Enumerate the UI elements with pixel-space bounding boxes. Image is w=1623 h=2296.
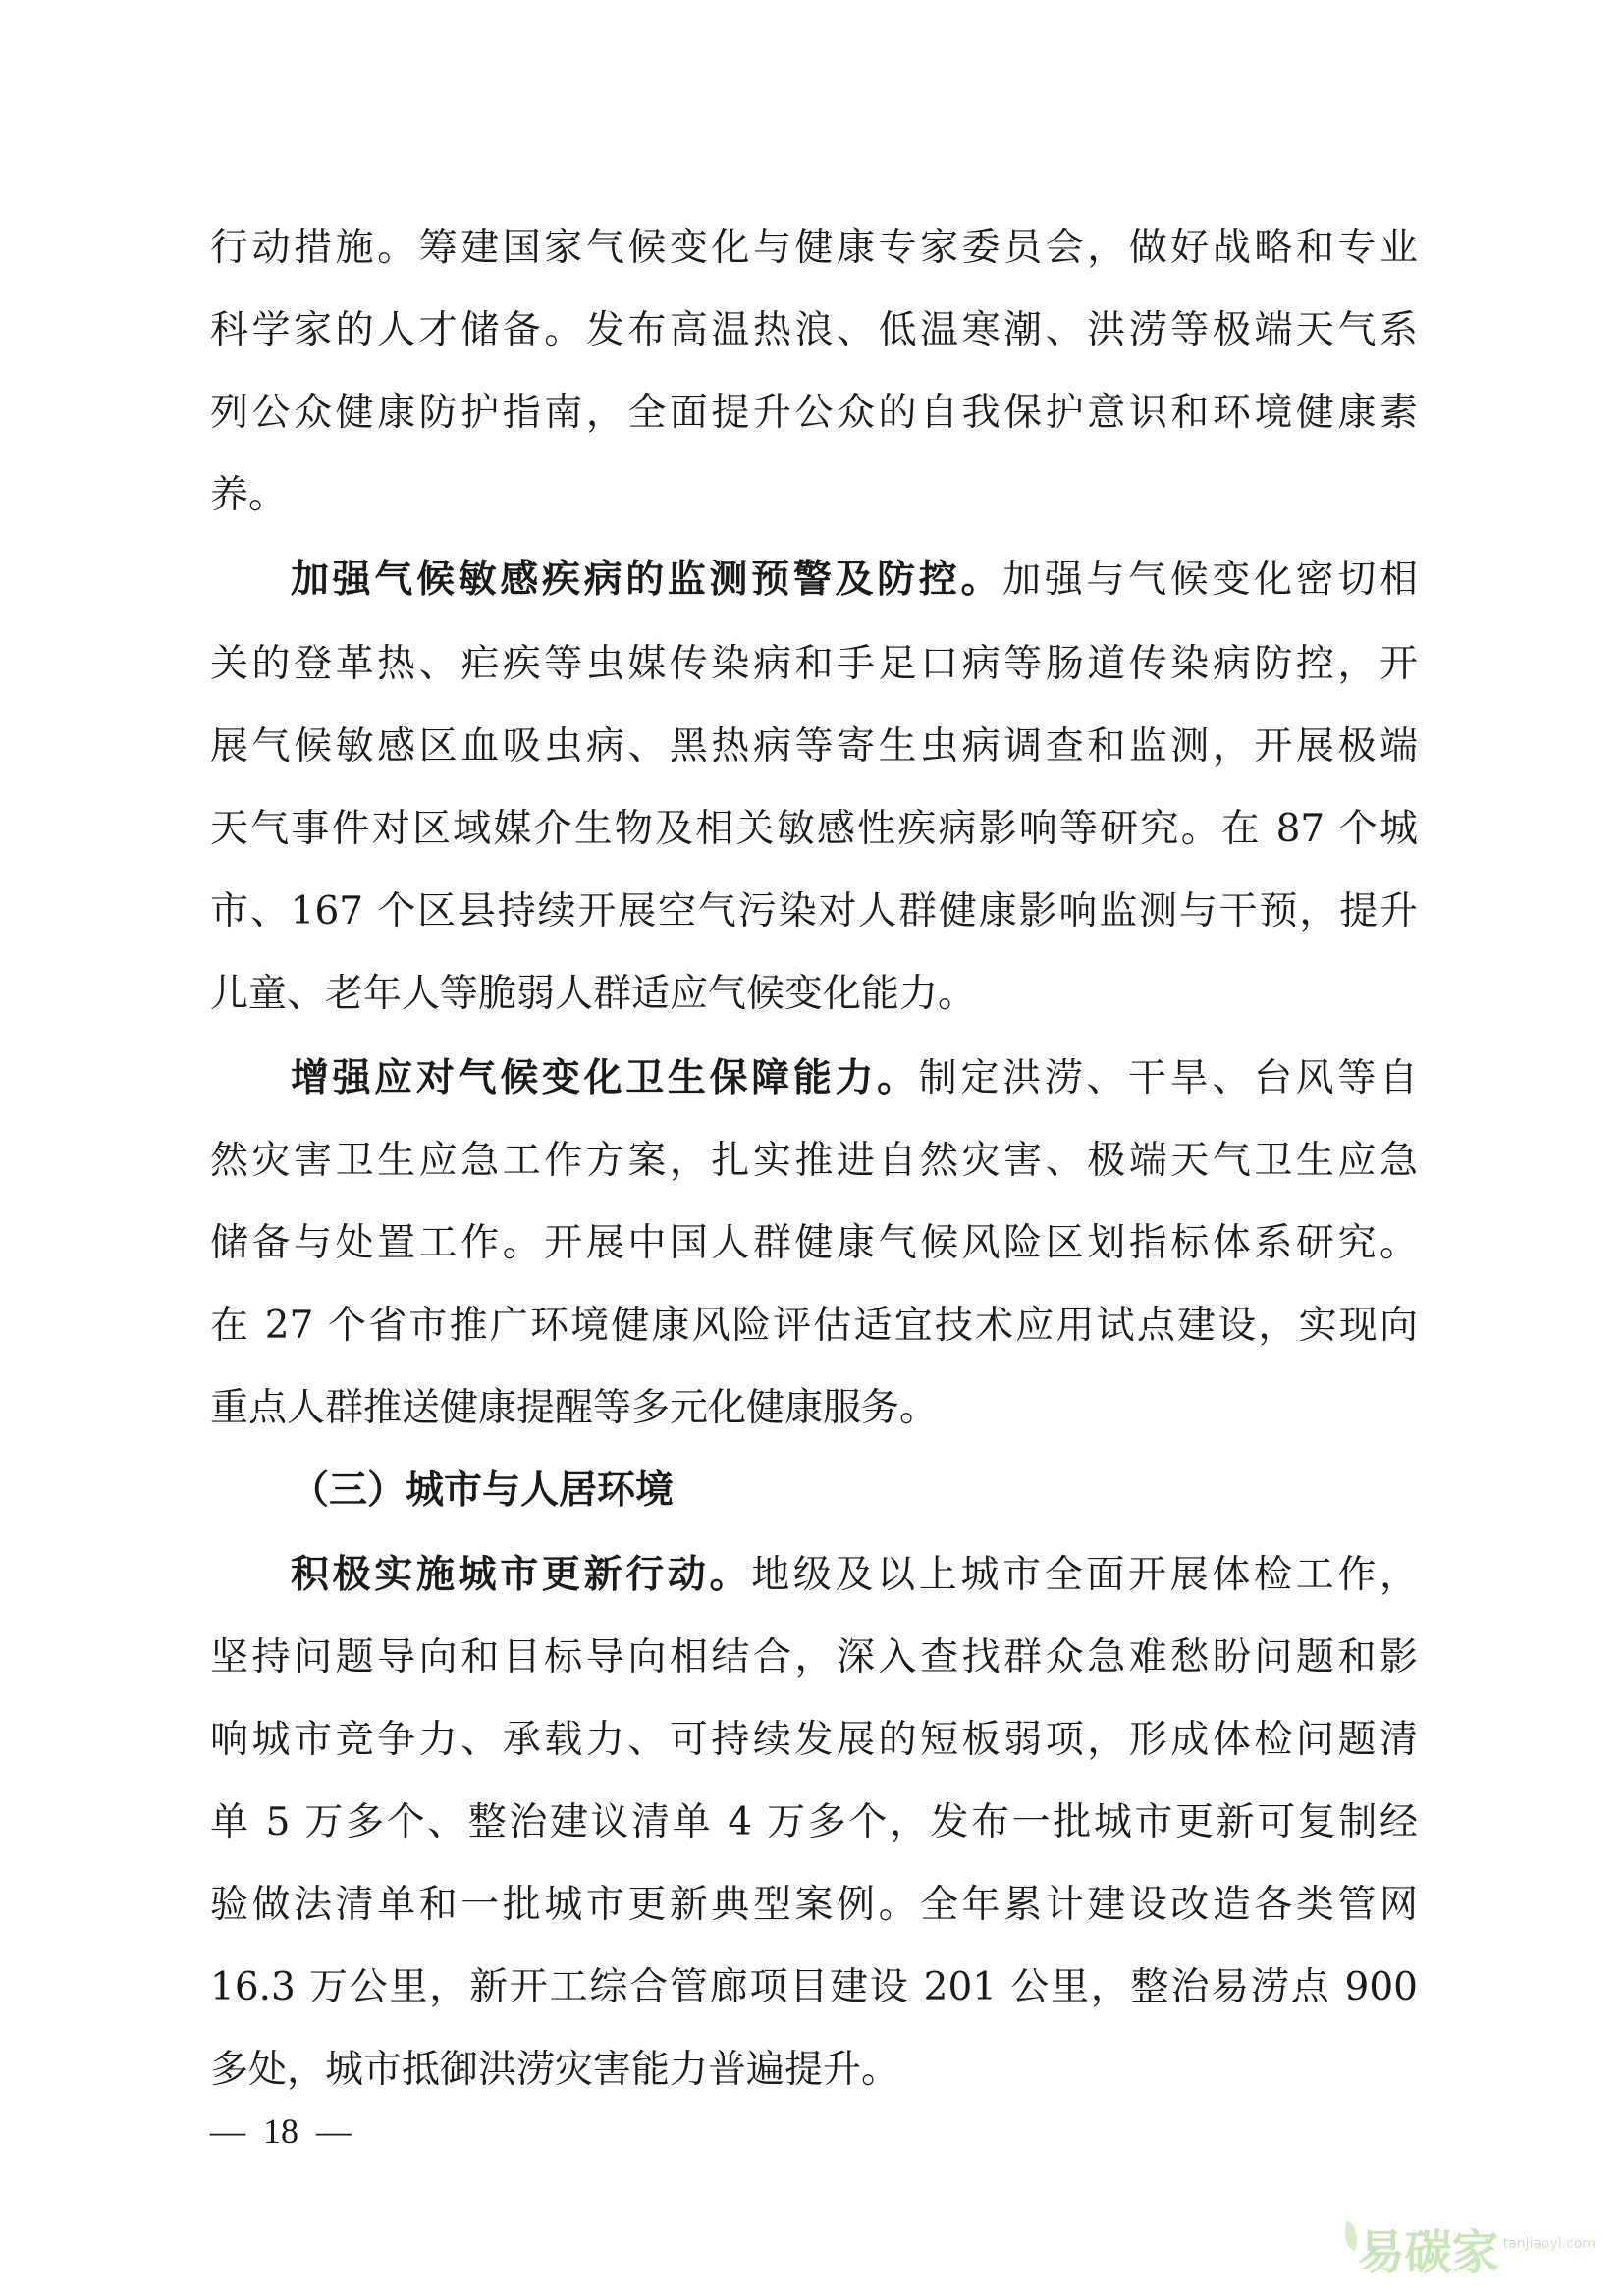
paragraph-4-lead: 积极实施城市更新行动。: [291, 1553, 752, 1597]
paragraph-4-line-5: 验做法清单和一批城市更新典型案例。全年累计建设改造各类管网: [210, 1883, 1418, 1927]
paragraph-1-line-4: 养。: [210, 473, 288, 517]
paragraph-3-line-4: 在 27 个省市推广环境健康风险评估适宜技术应用试点建设，实现向: [210, 1304, 1418, 1348]
watermark-text: 易碳家: [1357, 2225, 1499, 2280]
paragraph-3-line-3: 储备与处置工作。开展中国人群健康气候风险区划指标体系研究。: [210, 1221, 1418, 1265]
paragraph-3-first-line-rest: 制定洪涝、干旱、台风等自: [918, 1056, 1418, 1100]
paragraph-4-line-3: 响城市竞争力、承载力、可持续发展的短板弱项，形成体检问题清: [210, 1718, 1418, 1762]
watermark-logo: [1342, 2223, 1596, 2278]
paragraph-1-line-2: 科学家的人才储备。发布高温热浪、低温寒潮、洪涝等极端天气系: [210, 308, 1418, 352]
paragraph-3-line-2: 然灾害卫生应急工作方案，扎实推进自然灾害、极端天气卫生应急: [210, 1139, 1418, 1183]
paragraph-1-line-3: 列公众健康防护指南，全面提升公众的自我保护意识和环境健康素: [210, 391, 1418, 435]
watermark-sub: tanjiaoyi.com: [1502, 2236, 1596, 2252]
page-number: — 18 —: [210, 2111, 352, 2151]
paragraph-2-line-6: 儿童、老年人等脆弱人群适应气候变化能力。: [210, 972, 977, 1016]
paragraph-2-line-1: [291, 556, 1418, 605]
paragraph-4-first-line-rest: 地级及以上城市全面开展体检工作，: [751, 1553, 1418, 1597]
paragraph-2-line-5: 市、167 个区县持续开展空气污染对人群健康影响监测与干预，提升: [210, 889, 1418, 934]
paragraph-4-line-4: 单 5 万多个、整治建议清单 4 万多个，发布一批城市更新可复制经: [210, 1800, 1418, 1844]
paragraph-2-line-4: 天气事件对区域媒介生物及相关敏感性疾病影响等研究。在 87 个城: [210, 807, 1418, 851]
paragraph-2-line-2: 关的登革热、疟疾等虫媒传染病和手足口病等肠道传染病防控，开: [210, 642, 1418, 686]
section-heading: （三）城市与人居环境: [291, 1468, 675, 1513]
paragraph-4-line-2: 坚持问题导向和目标导向相结合，深入查找群众急难愁盼问题和影: [210, 1635, 1418, 1680]
paragraph-3-line-1: [291, 1054, 1418, 1103]
paragraph-2-line-3: 展气候敏感区血吸虫病、黑热病等寄生虫病调查和监测，开展极端: [210, 724, 1418, 769]
paragraph-4-line-6: 16.3 万公里，新开工综合管廊项目建设 201 公里，整治易涝点 900: [210, 1965, 1418, 2009]
paragraph-1-line-1: 行动措施。筹建国家气候变化与健康专家委员会，做好战略和专业: [210, 226, 1418, 270]
paragraph-2-lead: 加强气候敏感疾病的监测预警及防控。: [291, 558, 1003, 602]
paragraph-4-line-7: 多处，城市抵御洪涝灾害能力普遍提升。: [210, 2048, 900, 2092]
paragraph-3-line-5: 重点人群推送健康提醒等多元化健康服务。: [210, 1386, 939, 1430]
paragraph-3-lead: 增强应对气候变化卫生保障能力。: [291, 1056, 919, 1100]
paragraph-4-line-1: [291, 1551, 1418, 1600]
paragraph-2-first-line-rest: 加强与气候变化密切相: [1002, 558, 1418, 602]
